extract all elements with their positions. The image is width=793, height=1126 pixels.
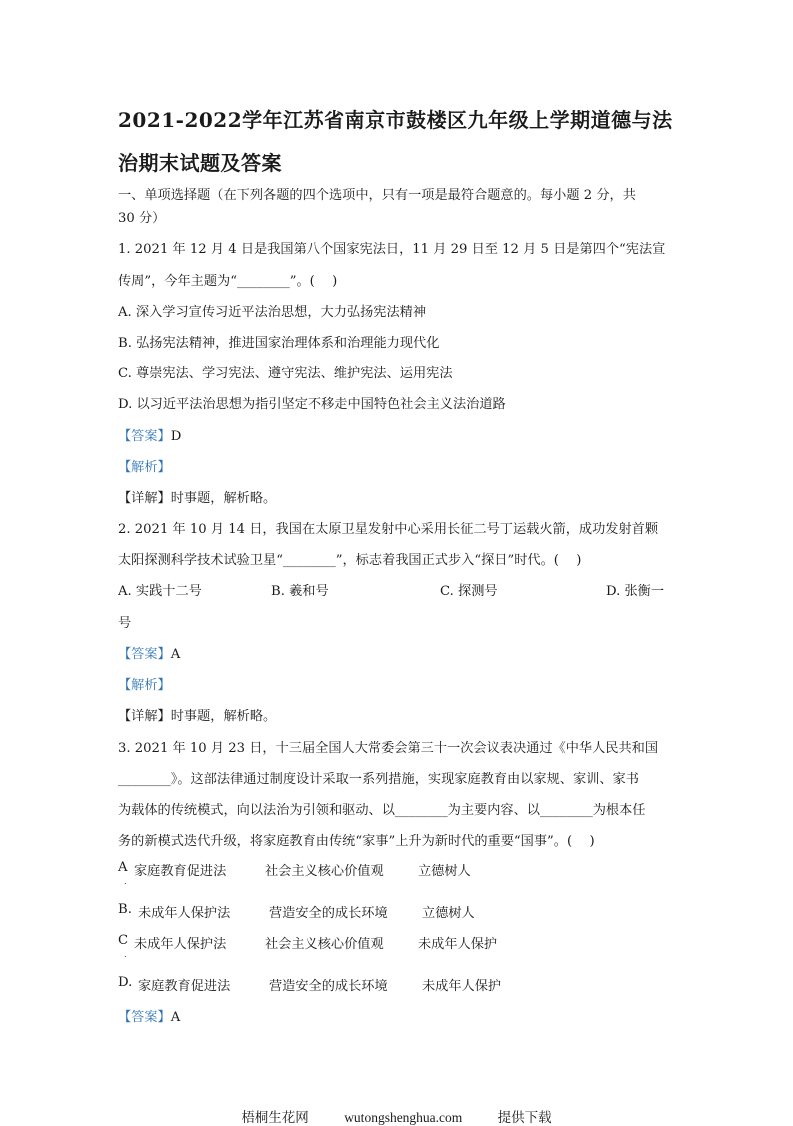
document-title-line1: 2021-2022学年江苏省南京市鼓楼区九年级上学期道德与法 [118, 108, 673, 132]
option-c: C. 探测号 [440, 584, 498, 599]
question-stem: ________》。这部法律通过制度设计采取一系列措施，实现家庭教育由以家规、家训、家书 [118, 772, 639, 787]
option-col3: 立德树人 [418, 864, 471, 879]
option-col2: 社会主义核心价值观 [265, 937, 384, 952]
footer-site-url[interactable]: wutongshenghua.com [344, 1110, 463, 1125]
option-letter: B. [118, 902, 132, 917]
section-intro-line2: 30 分） [118, 211, 166, 226]
dot: . [124, 950, 127, 959]
document-title-line2: 治期末试题及答案 [118, 151, 282, 175]
detail-text: 时事题，解析略。 [170, 709, 277, 724]
option-col2: 营造安全的成长环境 [269, 906, 388, 921]
question-stem: 传周”，今年主题为“________”。( ) [118, 274, 338, 289]
answer-row [118, 643, 180, 662]
option-col3: 立德树人 [422, 906, 475, 921]
question-stem: 2. 2021 年 10 月 14 日，我国在太原卫星发射中心采用长征二号丁运载火箭，成功发射首颗 [118, 522, 659, 537]
question-stem: 1. 2021 年 12 月 4 日是我国第八个国家宪法日，11 月 29 日至 12 月 5 日是第四个“宪法宣 [118, 242, 666, 257]
option-a: A. 深入学习宣传习近平法治思想，大力弘扬宪法精神 [118, 305, 427, 320]
answer-value: A [170, 1010, 181, 1025]
question-stem: 务的新模式迭代升级，将家庭教育由传统“家事”上升为新时代的重要“国事”。( ) [118, 834, 595, 849]
option-col3: 未成年人保护 [422, 979, 502, 994]
option-col3: 未成年人保护 [418, 937, 498, 952]
detail-row [118, 705, 276, 724]
answer-value: D [170, 429, 182, 444]
option-a: A. 实践十二号 [118, 584, 202, 599]
question-stem: 为载体的传统模式，向以法治为引领和驱动、以________为主要内容、以________为根本任 [118, 803, 646, 818]
option-letter: A [118, 860, 128, 875]
option-col2: 营造安全的成长环境 [269, 979, 388, 994]
answer-row [118, 1006, 180, 1025]
option-b: B. 羲和号 [271, 584, 329, 599]
option-letter: D. [118, 975, 133, 990]
answer-value: A [170, 647, 181, 662]
footer-site-name: 梧桐生花网 [241, 1110, 309, 1125]
answer-row [118, 425, 181, 444]
section-intro-line1: 一、单项选择题（在下列各题的四个选项中，只有一项是最符合题意的。每小题 2 分，共 [118, 188, 636, 203]
analysis-label: 【解析】 [118, 460, 171, 475]
option-col1: 未成年人保护法 [138, 906, 231, 921]
option-d: D. 以习近平法治思想为指引坚定不移走中国特色社会主义法治道路 [118, 397, 506, 412]
detail-label: 【详解】 [118, 491, 171, 506]
option-col1: 家庭教育促进法 [134, 864, 227, 879]
question-stem: 3. 2021 年 10 月 23 日，十三届全国人大常委会第三十一次会议表决通过《中华人民共和国 [118, 741, 659, 756]
option-b: B. 弘扬宪法精神，推进国家治理体系和治理能力现代化 [118, 336, 440, 351]
answer-label: 【答案】 [118, 647, 171, 662]
detail-text: 时事题，解析略。 [170, 491, 277, 506]
detail-label: 【详解】 [118, 709, 171, 724]
option-col1: 未成年人保护法 [134, 937, 227, 952]
option-col2: 社会主义核心价值观 [265, 864, 384, 879]
question-stem: 太阳探测科学技术试验卫星“________”，标志着我国正式步入“探日”时代。( ) [118, 553, 582, 568]
footer-download-text: 提供下载 [497, 1110, 552, 1125]
option-letter: C [118, 933, 129, 948]
page-footer [0, 1106, 793, 1126]
analysis-label: 【解析】 [118, 678, 171, 693]
option-d: D. 张衡一 [606, 584, 665, 599]
answer-label: 【答案】 [118, 1010, 171, 1025]
option-col1: 家庭教育促进法 [138, 979, 231, 994]
answer-label: 【答案】 [118, 429, 171, 444]
detail-row [118, 487, 276, 506]
option-c: C. 尊崇宪法、学习宪法、遵守宪法、维护宪法、运用宪法 [118, 366, 453, 381]
dot: . [124, 877, 127, 886]
option-d-wrap: 号 [118, 616, 132, 631]
